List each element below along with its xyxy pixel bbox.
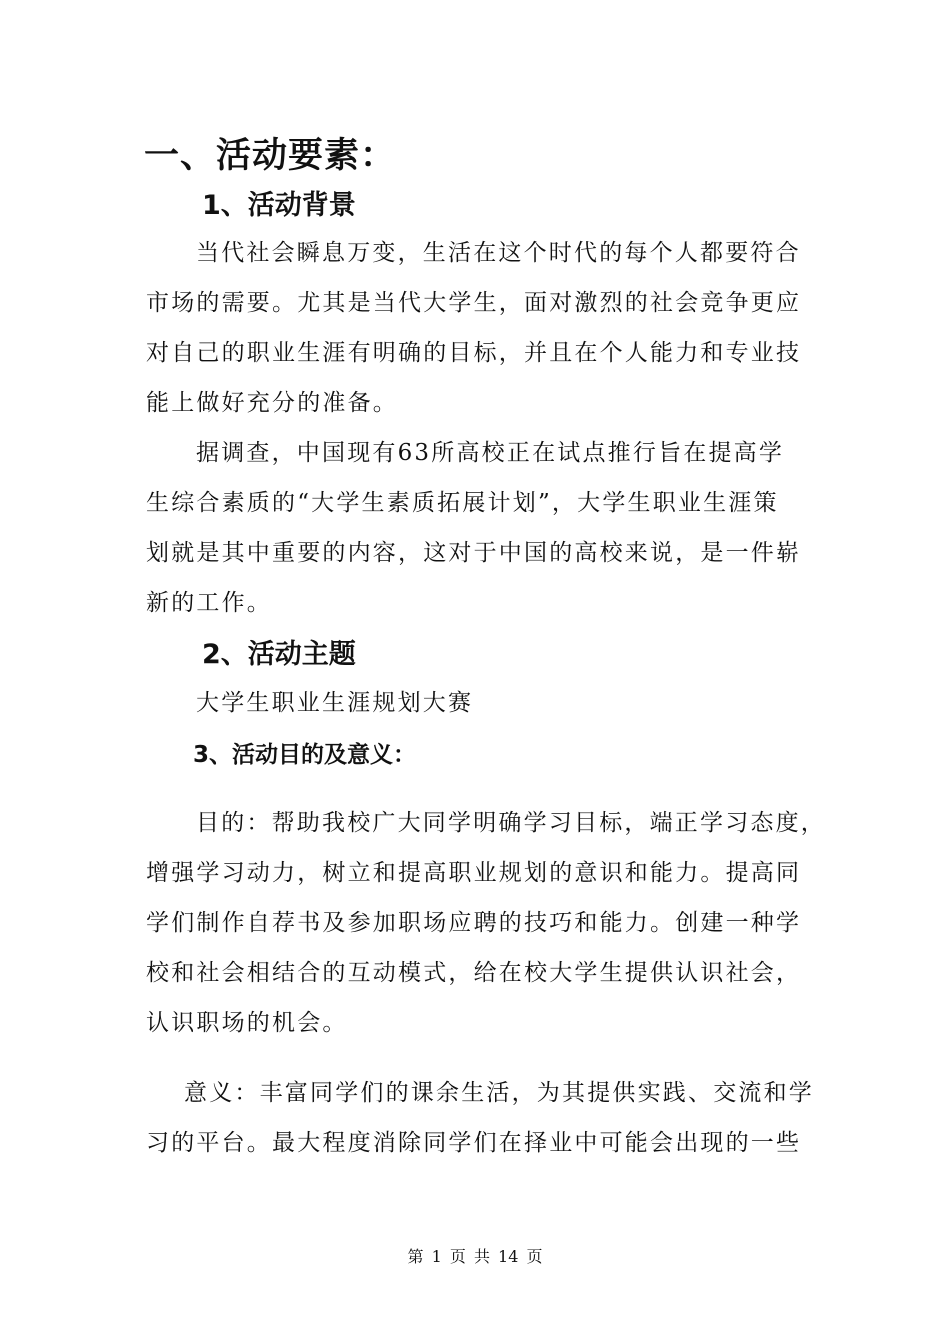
page-footer: 第 1 页 共 14 页 [407,1247,543,1266]
paragraph-line: 划就是其中重要的内容，这对于中国的高校来说，是一件崭 [146,540,802,566]
section-title-theme: 2、活动主题 [202,639,356,670]
paragraph-line: 习的平台。最大程度消除同学们在择业中可能会出现的一些 [146,1130,802,1156]
paragraph-line: 据调查，中国现有63所高校正在试点推行旨在提高学 [196,440,785,466]
theme-text: 大学生职业生涯规划大赛 [196,690,474,716]
section-title-background: 1、活动背景 [202,190,356,221]
paragraph-line: 校和社会相结合的互动模式，给在校大学生提供认识社会， [146,960,802,986]
paragraph-line: 对自己的职业生涯有明确的目标，并且在个人能力和专业技 [146,340,802,366]
paragraph-line: 目的：帮助我校广大同学明确学习目标，端正学习态度， [196,810,826,836]
main-heading: 一、活动要素： [144,136,397,176]
paragraph-line: 新的工作。 [146,590,272,616]
paragraph-line: 认识职场的机会。 [146,1010,348,1036]
paragraph-line: 学们制作自荐书及参加职场应聘的技巧和能力。创建一种学 [146,910,802,936]
paragraph-line: 生综合素质的“大学生素质拓展计划”，大学生职业生涯策 [146,490,779,516]
paragraph-line: 当代社会瞬息万变，生活在这个时代的每个人都要符合 [196,240,801,266]
paragraph-line: 市场的需要。尤其是当代大学生，面对激烈的社会竞争更应 [146,290,802,316]
paragraph-line: 能上做好充分的准备。 [146,390,398,416]
paragraph-line: 意义：丰富同学们的课余生活，为其提供实践、交流和学 [184,1080,814,1106]
paragraph-line: 增强学习动力，树立和提高职业规划的意识和能力。提高同 [146,860,802,886]
section-title-purpose: 3、活动目的及意义： [193,742,417,768]
